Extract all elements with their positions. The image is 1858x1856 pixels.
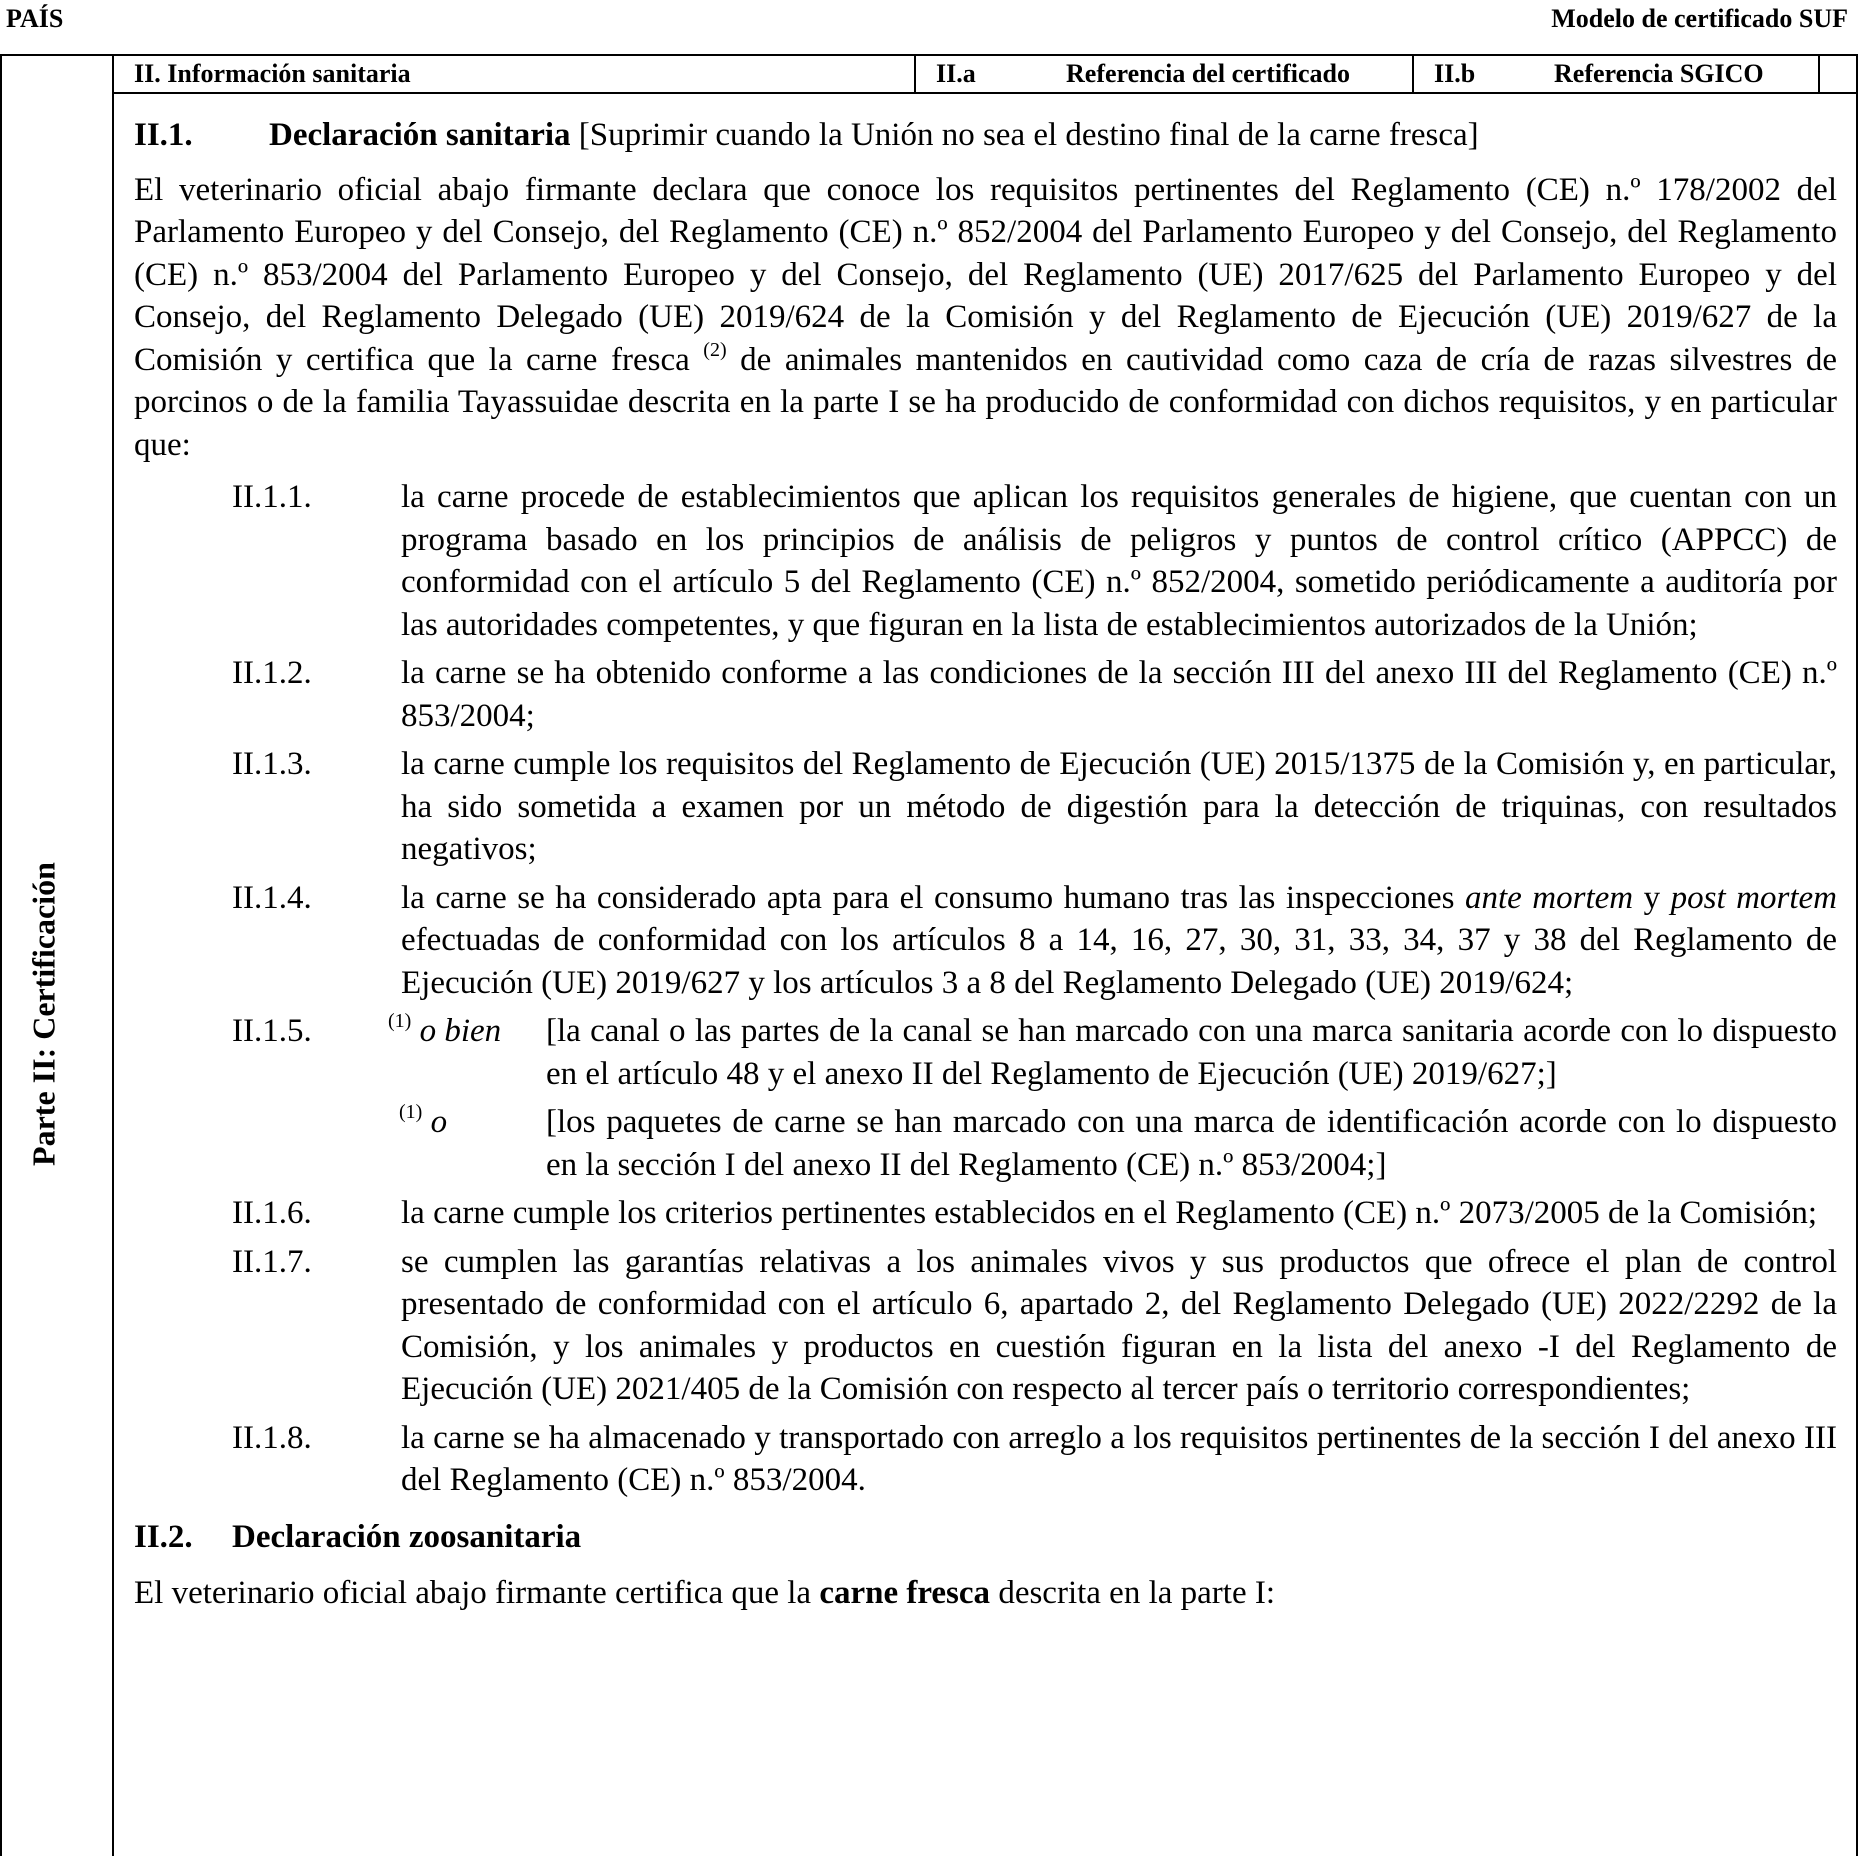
section-heading-animal-health [134,1516,1837,1559]
item-text: la carne se ha almacenado y transportado con arreglo a los requisitos pertinentes de la sección I del anexo III del Reglamento (CE) n.º 853/2004. [401,1419,1837,1498]
section-title: Declaración zoosanitaria [232,1518,582,1555]
item-text: la carne se ha considerado apta para el consumo humano tras las inspecciones [401,879,1455,916]
intro-text: descrita en la parte I: [998,1575,1275,1611]
item-text: la carne cumple los criterios pertinentes establecidos en el Reglamento (CE) n.º 2073/2005 de la Comisión; [401,1195,1818,1231]
footnote-ref: (1) [399,1101,423,1123]
intro-text: El veterinario oficial abajo firmante declara que conoce los requisitos pertinentes del Reglamento (CE) n.º 178/2002 del Parlamento Europeo y del Consejo, del Reglamento (CE) n.º 852/2004 del Parlamento Europeo y del Consejo, del Reglamento (CE) n.º 853/2004 del Parlamento Europeo y del Consejo, del Reglamento (UE) 2017/625 del Parlamento Europeo y del Consejo, del Reglamento Delegado (UE) 2019/624 de la Comisión y del Reglamento de Ejecución (UE) 2019/627 de la Comisión y certifica que la carne fresca [134,171,1837,378]
item-text: la carne se ha obtenido conforme a las condiciones de la sección III del anexo III del Reglamento (CE) n.º 853/2004; [401,655,1837,734]
section-heading-health [134,114,1837,157]
header-divider [914,56,916,92]
header-divider [1412,56,1414,92]
item-number: II.1.4. [232,879,312,916]
italic-term: post mortem [1670,879,1837,916]
list-item [134,1417,1837,1502]
header-row [114,56,1858,94]
side-label: Parte II: Certificación [25,862,62,1166]
italic-term: ante mortem [1464,879,1634,916]
list-item [134,1192,1837,1235]
item-number: II.1.3. [232,746,312,782]
intro-paragraph [134,169,1837,467]
item-text: la carne cumple los requisitos del Reglamento de Ejecución (UE) 2015/1375 de la Comisión y, en particular, ha sido sometida a examen por un método de digestión para la detección de triquinas, con resultados negativos; [401,746,1837,867]
list-item [134,476,1837,646]
header-divider [1818,56,1820,92]
item-text: la carne procede de establecimientos que aplican los requisitos generales de higiene, que cuentan con un programa basado en los principios de análisis de peligros y puntos de control crítico (APPCC) de conformidad con el artículo 5 del Reglamento (CE) n.º 852/2004, sometido periódicamente a auditoría por las autoridades competentes, y que figuran en la lista de establecimientos autorizados de la Unión; [401,479,1837,643]
option-text: [los paquetes de carne se han marcado con una marca de identificación acorde con lo dispuesto en la sección I del anexo II del Reglamento (CE) n.º 853/2004;] [546,1104,1837,1183]
option-item [134,1101,1837,1186]
item-number: II.1.7. [232,1243,312,1280]
section-note: [Suprimir cuando la Unión no sea el destino final de la carne fresca] [578,117,1479,153]
list-item [134,743,1837,871]
ref-b-code: II.b [1434,59,1476,88]
bold-term: carne fresca [819,1575,991,1611]
intro-text: El veterinario oficial abajo firmante certifica que la [134,1575,812,1611]
item-number: II.1.8. [232,1419,312,1456]
ref-a-label: Referencia del certificado [1066,59,1350,88]
item-number: II.1.2. [232,655,312,691]
item-number: II.1.1. [232,479,312,515]
section-title: Declaración sanitaria [269,117,571,153]
option-label [399,1101,447,1144]
list-item [134,877,1837,1005]
ref-b-label: Referencia SGICO [1554,59,1764,88]
footnote-ref: (2) [703,338,727,361]
option-label [388,1010,501,1053]
option-word: o [430,1104,448,1140]
section-title: II. Información sanitaria [134,59,411,88]
list-item [134,652,1837,737]
item-text: efectuadas de conformidad con los artículos 8 a 14, 16, 27, 30, 31, 33, 34, 37 y 38 del Reglamento de Ejecución (UE) 2019/627 y los artículos 3 a 8 del Reglamento Delegado (UE) 2019/624; [401,922,1837,1001]
section-number: II.1. [134,117,193,153]
option-word: o bien [419,1013,502,1049]
option-item [134,1010,1837,1095]
section-number: II.2. [134,1518,193,1555]
content-body [134,114,1837,1615]
item-text: se cumplen las garantías relativas a los animales vivos y sus productos que ofrece el plan de control presentado de conformidad con el artículo 6, apartado 2, del Reglamento Delegado (UE) 2022/2292 de la Comisión, y los animales y productos en cuestión figuran en la lista del anexo -I del Reglamento de Ejecución (UE) 2021/405 de la Comisión con respecto al tercer país o territorio correspondientes; [401,1243,1837,1407]
item-number: II.1.6. [232,1195,312,1231]
certificate-model-label: Modelo de certificado SUF [1551,4,1848,33]
intro-text: de animales mantenidos en cautividad como caza de cría de razas silvestres de porcinos o de la familia Tayassuidae descrita en la parte I se ha producido de conformidad con dichos requisitos, y en particular que: [134,341,1838,463]
country-label: PAÍS [6,4,64,33]
side-column [0,56,114,1856]
item-text: y [1643,879,1661,916]
intro-paragraph [134,1572,1837,1615]
option-text: [la canal o las partes de la canal se han marcado con una marca sanitaria acorde con lo dispuesto en el artículo 48 y el anexo II del Reglamento de Ejecución (UE) 2019/627;] [546,1013,1837,1092]
ref-a-code: II.a [936,59,976,88]
item-number: II.1.5. [232,1013,312,1049]
footnote-ref: (1) [388,1010,412,1032]
certificate-frame [0,54,1858,1854]
list-item [134,1241,1837,1411]
